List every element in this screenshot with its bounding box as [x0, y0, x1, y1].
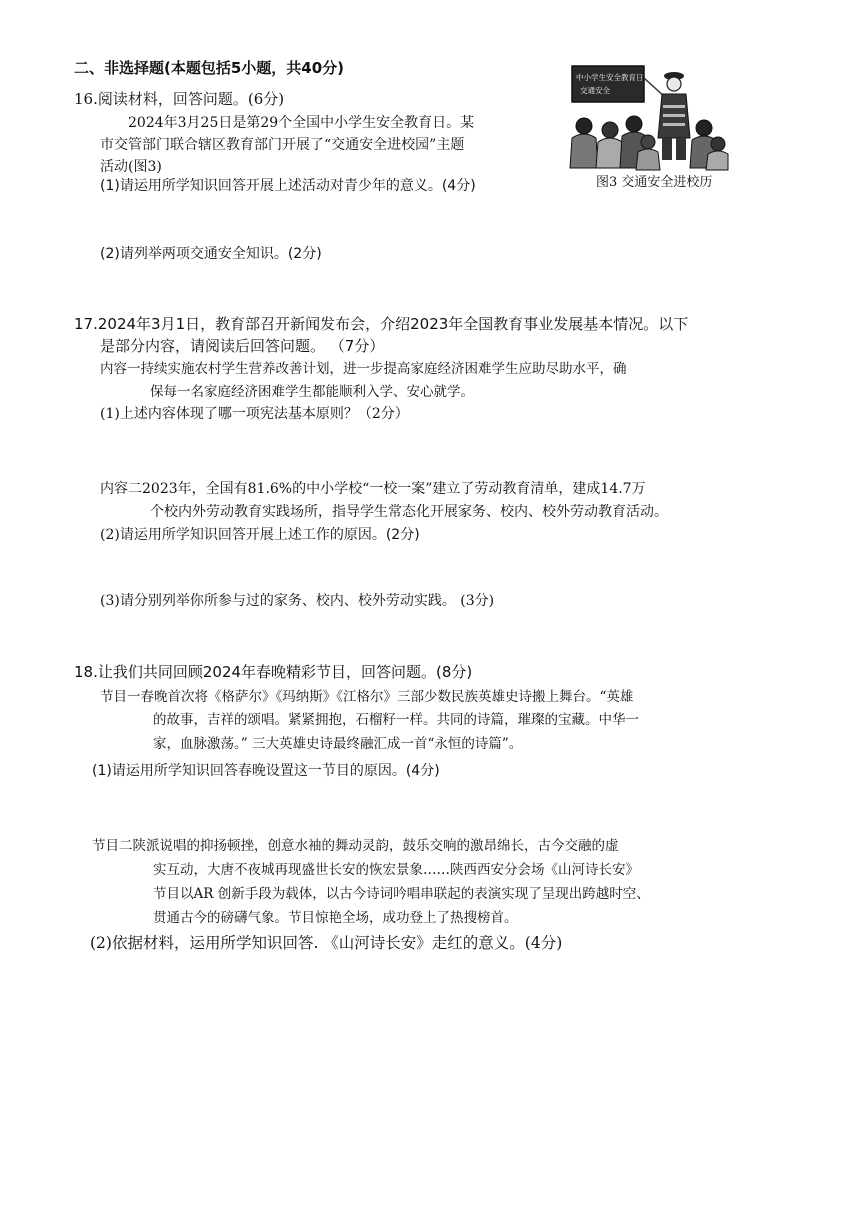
q18-part2: (2)依据材料，运用所学知识回答. 《山河诗长安》走红的意义。(4分)	[90, 934, 563, 952]
q18-program1-line: 的故事，吉祥的颂唱。紧紧拥抱，石榴籽一样。共同的诗篇，璀璨的宝藏。中华一	[153, 712, 639, 728]
q17-content1-line: 保每一名家庭经济困难学生都能顺利入学、安心就学。	[150, 384, 474, 400]
board-text: 中小学生安全教育日	[576, 73, 644, 82]
q18-program2-line: 贯通古今的磅礴气象。节目惊艳全场，成功登上了热搜榜首。	[153, 910, 518, 926]
q18-program2-line: 节目以AR 创新手段为载体，以古今诗词吟唱串联起的表演实现了呈现出跨越时空、	[153, 886, 650, 902]
q18-program1-line: 节目一春晚首次将《格萨尔》《玛纳斯》《江格尔》三部少数民族英雄史诗搬上舞台。“英雄	[100, 689, 634, 705]
q17-content2-line: 个校内外劳动教育实践场所，指导学生常态化开展家务、校内、校外劳动教育活动。	[150, 504, 668, 520]
q18-program1-line: 家，血脉激荡。” 三大英雄史诗最终融汇成一首“永恒的诗篇”。	[153, 736, 523, 752]
figure-caption: 图3 交通安全进校历	[596, 175, 713, 190]
q18-title: 18.让我们共同回顾2024年春晚精彩节目，回答问题。(8分)	[74, 663, 473, 681]
q18-program2-line: 节目二陕派说唱的抑扬顿挫，创意水袖的舞动灵韵，鼓乐交响的激昂绵长，古今交融的虚	[92, 838, 619, 854]
q16-material-line: 活动(图3)	[100, 159, 162, 175]
q18-program2-line: 实互动，大唐不夜城再现盛世长安的恢宏景象……陕西西安分会场《山河诗长安》	[153, 862, 639, 878]
q17-part3: (3)请分别列举你所参与过的家务、校内、校外劳动实践。 (3分)	[100, 593, 495, 609]
q17-content1-line: 内容一持续实施农村学生营养改善计划，进一步提高家庭经济困难学生应助尽助水平，确	[100, 361, 627, 377]
q16-material-line: 2024年3月25日是第29个全国中小学生安全教育日。某	[128, 115, 475, 131]
q16-title: 16.阅读材料，回答问题。(6分)	[74, 90, 285, 108]
q17-title-line: 是部分内容，请阅读后回答问题。 （7分）	[100, 337, 385, 355]
q17-part1: (1)上述内容体现了哪一项宪法基本原则？（2分）	[100, 406, 409, 422]
q16-material-line: 市交管部门联合辖区教育部门开展了“交通安全进校园”主题	[100, 137, 465, 153]
section-heading: 二、非选择题(本题包括5小题，共40分)	[74, 59, 345, 77]
q18-part1: (1)请运用所学知识回答春晚设置这一节目的原因。(4分)	[92, 763, 440, 779]
q17-part2: (2)请运用所学知识回答开展上述工作的原因。(2分)	[100, 527, 420, 543]
q16-part1: (1)请运用所学知识回答开展上述活动对青少年的意义。(4分)	[100, 178, 476, 194]
q17-content2-line: 内容二2023年，全国有81.6%的中小学校“一校一案”建立了劳动教育清单，建成14.7万	[100, 481, 646, 497]
q17-title-line: 17.2024年3月1日，教育部召开新闻发布会，介绍2023年全国教育事业发展基本情况。以下	[74, 315, 689, 333]
traffic-safety-illustration	[566, 60, 730, 172]
q16-part2: (2)请列举两项交通安全知识。(2分)	[100, 246, 322, 262]
board-text: 交通安全	[580, 86, 610, 95]
